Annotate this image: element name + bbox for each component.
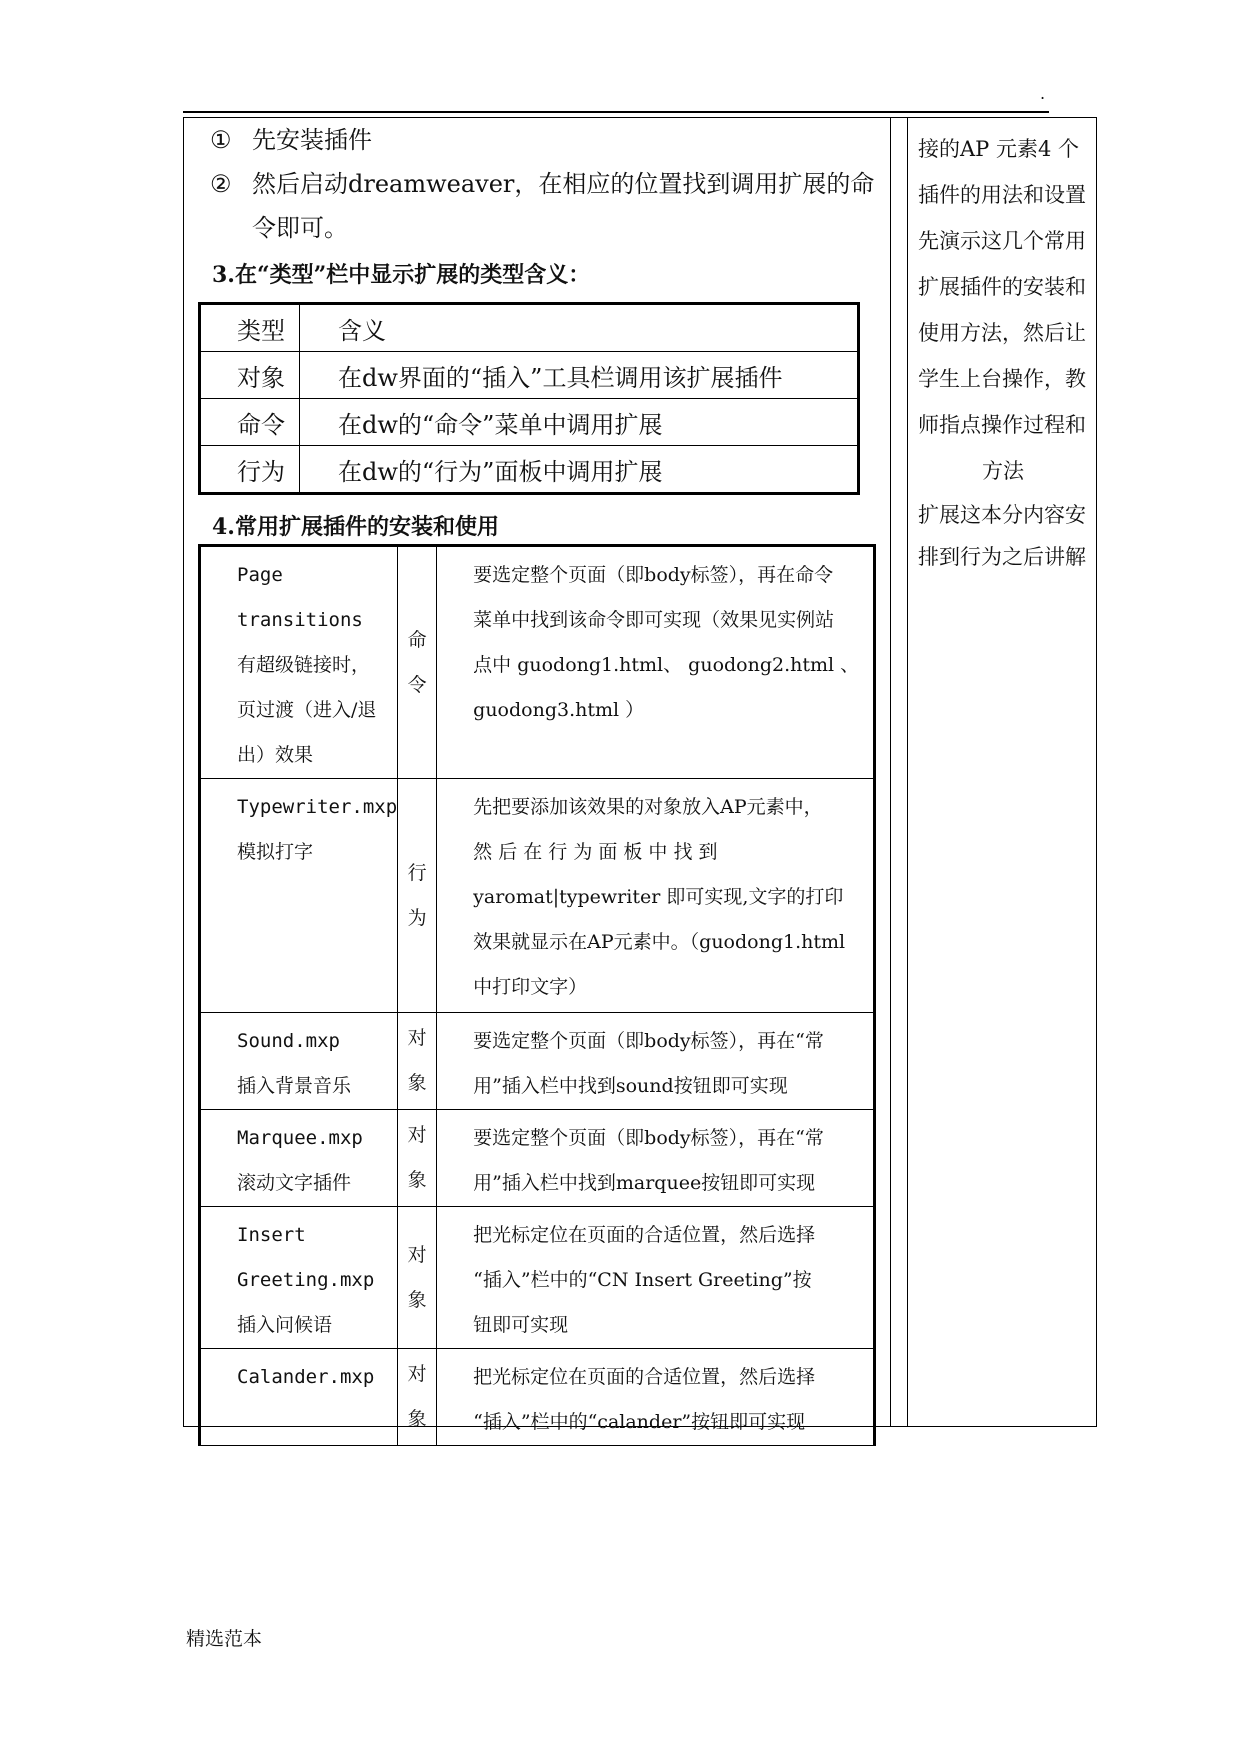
plugin-description — [437, 1013, 875, 1110]
description-line: 中打印文字） — [473, 976, 588, 998]
plugin-name-line: Calander.mxp — [237, 1366, 375, 1388]
type-cell: 对象 — [200, 352, 300, 399]
description-line: yaromat|typewriter 即可实现,文字的打印 — [473, 886, 844, 908]
plugin-description — [437, 1207, 875, 1349]
description-line: 效果就显示在AP元素中。（guodong1.html — [473, 931, 846, 953]
note-line: 方法 — [982, 459, 1024, 483]
type-table — [198, 302, 860, 495]
plugin-name-line: Greeting.mxp — [237, 1269, 375, 1291]
plugin-name — [200, 1013, 398, 1110]
plugin-name-line: 滚动文字插件 — [237, 1172, 352, 1194]
plugin-type-char: 命 — [407, 628, 427, 651]
note-line: 接的AP 元素4 个 — [918, 137, 1080, 161]
description-line: 要选定整个页面（即body标签），再在“常 — [473, 1127, 824, 1149]
plugin-name-line: 页过渡（进入/退 — [237, 699, 377, 721]
page-mark: . — [1040, 84, 1046, 103]
header-rule — [183, 111, 1049, 113]
note-line: 插件的用法和设置 — [918, 183, 1086, 207]
step-1 — [210, 118, 372, 162]
plugin-name-line: transitions — [237, 609, 363, 631]
section-3-heading: 3.在“类型”栏中显示扩展的类型含义： — [212, 262, 591, 288]
note-line: 排到行为之后讲解 — [918, 545, 1086, 569]
plugin-type-char: 为 — [407, 906, 427, 929]
plugin-type — [398, 1349, 437, 1446]
plugin-type-char: 象 — [407, 1072, 427, 1094]
table-row — [200, 1013, 875, 1110]
plugin-type — [398, 1110, 437, 1207]
step-text: 然后启动dreamweaver，在相应的位置找到调用扩展的命 — [252, 170, 875, 198]
plugin-name — [200, 779, 398, 1013]
step-number: ② — [210, 170, 232, 198]
plugin-type — [398, 1207, 437, 1349]
description-line: guodong3.html ） — [473, 699, 645, 721]
plugin-type-char: 象 — [407, 1169, 427, 1191]
plugin-name-line: Insert — [237, 1224, 306, 1246]
plugin-name — [200, 546, 398, 779]
plugin-name-line: Page — [237, 564, 283, 586]
step-2-continued: 令即可。 — [252, 214, 348, 242]
plugin-type-char: 行 — [407, 861, 427, 884]
plugin-type — [398, 546, 437, 779]
plugin-type-char: 对 — [407, 1027, 427, 1049]
description-line: 把光标定位在页面的合适位置，然后选择 — [473, 1224, 816, 1246]
note-line: 使用方法，然后让 — [918, 321, 1086, 345]
step-number: ① — [210, 126, 232, 154]
type-cell: 命令 — [200, 399, 300, 446]
plugin-type — [398, 779, 437, 1013]
plugin-name — [200, 1110, 398, 1207]
table-row — [200, 546, 875, 779]
footer-text: 精选范本 — [186, 1628, 263, 1650]
description-line: 点中 guodong1.html、 guodong2.html 、 — [473, 654, 860, 676]
description-line: 钮即可实现 — [473, 1314, 569, 1336]
table-row — [200, 779, 875, 1013]
plugin-name-line: 插入问候语 — [237, 1314, 333, 1336]
table-row — [200, 399, 859, 446]
plugin-description — [437, 546, 875, 779]
table-row — [200, 1207, 875, 1349]
type-header: 类型 — [200, 304, 300, 352]
note-line: 扩展插件的安装和 — [918, 275, 1086, 299]
description-line: 然 后 在 行 为 面 板 中 找 到 — [473, 841, 718, 863]
table-row — [200, 1110, 875, 1207]
meaning-cell: 在dw的“命令”菜单中调用扩展 — [300, 399, 859, 446]
plugin-description — [437, 1349, 875, 1446]
type-cell: 行为 — [200, 446, 300, 494]
plugin-name-line: Typewriter.mxp — [237, 796, 398, 818]
description-line: 要选定整个页面（即body标签），再在“常 — [473, 1030, 824, 1052]
plugin-name — [200, 1207, 398, 1349]
column-divider — [890, 118, 891, 1426]
plugin-type-char: 象 — [407, 1408, 427, 1430]
plugin-type-char: 对 — [407, 1124, 427, 1146]
plugin-name-line: Marquee.mxp — [237, 1127, 363, 1149]
section-4-heading: 4.常用扩展插件的安装和使用 — [212, 514, 499, 540]
plugin-name-line: 模拟打字 — [237, 841, 314, 863]
plugin-type-char: 令 — [407, 673, 427, 696]
table-row — [200, 1349, 875, 1446]
teaching-notes — [908, 118, 1096, 578]
plugin-name — [200, 1349, 398, 1446]
note-line: 扩展这本分内容安 — [918, 503, 1086, 527]
description-line: “插入”栏中的“CN Insert Greeting”按 — [473, 1269, 812, 1291]
plugin-name-line: 有超级链接时， — [237, 654, 371, 676]
description-line: 用”插入栏中找到marquee按钮即可实现 — [473, 1172, 816, 1194]
description-line: “插入”栏中的“calander”按钮即可实现 — [473, 1411, 806, 1433]
plugin-type-char: 象 — [407, 1288, 427, 1311]
note-line: 学生上台操作，教 — [918, 367, 1086, 391]
description-line: 要选定整个页面（即body标签），再在命令 — [473, 564, 834, 586]
plugin-type-char: 对 — [407, 1363, 427, 1385]
table-row — [200, 446, 859, 494]
note-line: 师指点操作过程和 — [918, 413, 1086, 437]
plugin-name-line: 出）效果 — [237, 744, 314, 766]
meaning-cell: 在dw界面的“插入”工具栏调用该扩展插件 — [300, 352, 859, 399]
plugin-type — [398, 1013, 437, 1110]
lesson-table — [183, 117, 1097, 1433]
plugin-description — [437, 1110, 875, 1207]
meaning-cell: 在dw的“行为”面板中调用扩展 — [300, 446, 859, 494]
plugin-name-line: 插入背景音乐 — [237, 1075, 352, 1097]
step-2 — [210, 162, 874, 206]
step-text: 先安装插件 — [252, 126, 372, 154]
plugin-description — [437, 779, 875, 1013]
table-row — [200, 304, 859, 352]
plugin-name-line: Sound.mxp — [237, 1030, 340, 1052]
note-line: 先演示这几个常用 — [918, 229, 1086, 253]
table-row — [200, 352, 859, 399]
description-line: 菜单中找到该命令即可实现（效果见实例站 — [473, 609, 835, 631]
plugin-table — [198, 544, 876, 1446]
description-line: 先把要添加该效果的对象放入AP元素中， — [473, 796, 823, 818]
plugin-type-char: 对 — [407, 1243, 427, 1266]
description-line: 用”插入栏中找到sound按钮即可实现 — [473, 1075, 788, 1097]
meaning-header: 含义 — [300, 304, 859, 352]
description-line: 把光标定位在页面的合适位置，然后选择 — [473, 1366, 816, 1388]
